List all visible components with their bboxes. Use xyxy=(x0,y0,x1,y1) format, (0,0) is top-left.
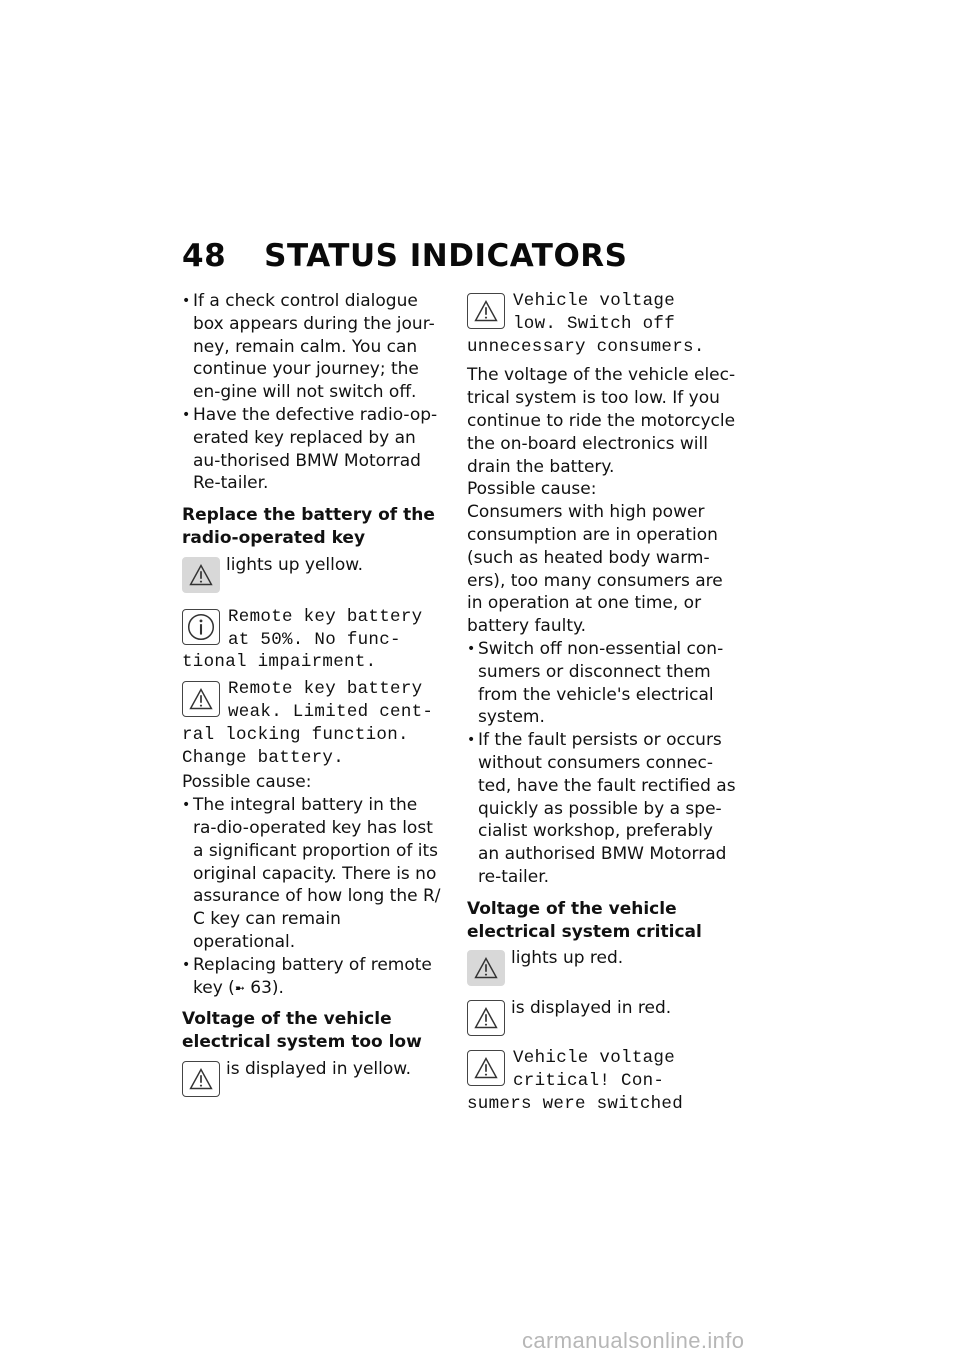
indicator-row xyxy=(467,997,739,1037)
list-item xyxy=(182,954,444,1000)
paragraph: Consumers with high power consumption are in operation (such as heated body warm-ers), too many consumers are in operation at one time, or battery faulty. xyxy=(467,502,723,637)
message-line: sumers were switched xyxy=(467,1093,684,1114)
list-item-text: Replacing battery of remote key ( xyxy=(193,954,432,998)
message-line: Change battery. xyxy=(182,747,345,768)
message-line: weak. Limited cent- xyxy=(228,701,434,722)
message-line: at 50%. No func- xyxy=(228,629,401,650)
list-item: • Switch off non-essential con-sumers or disconnect them from the vehicle's electrical system. xyxy=(467,638,739,729)
section-heading: Voltage of the vehicle electrical system too low xyxy=(182,1009,422,1053)
indicator-text: is displayed in red. xyxy=(511,998,672,1019)
possible-cause-label: Possible cause: xyxy=(467,479,597,500)
possible-cause-label: Possible cause: xyxy=(182,772,312,793)
warning-triangle-icon xyxy=(467,1000,505,1036)
section-heading: Voltage of the vehicle electrical system critical xyxy=(467,898,702,942)
display-message xyxy=(182,678,444,769)
left-column xyxy=(182,290,444,1098)
message-line: ral locking function. xyxy=(182,724,409,745)
message-line: critical! Con- xyxy=(513,1071,665,1092)
message-line: tional impairment. xyxy=(182,652,377,673)
list-item: • If a check control dialogue box appears during the jour-ney, remain calm. You can continue your journey; the en-gine will not switch off. xyxy=(182,290,444,404)
display-message xyxy=(182,606,444,674)
message-line: unnecessary consumers. xyxy=(467,336,705,357)
display-message xyxy=(467,1047,739,1115)
warning-triangle-icon xyxy=(182,681,220,717)
indicator-row xyxy=(467,947,739,987)
indicator-text: lights up red. xyxy=(511,948,624,969)
indicator-row xyxy=(182,1058,444,1098)
page-header xyxy=(182,238,628,274)
warning-triangle-icon xyxy=(182,1061,220,1097)
display-message xyxy=(467,290,739,358)
list-item: • Have the defective radio-op-erated key replaced by an au-thorised BMW Motorrad Re-tailer. xyxy=(182,404,444,495)
indicator-row xyxy=(182,554,444,594)
list-item-text: 63). xyxy=(244,977,284,998)
warning-triangle-icon xyxy=(182,557,220,593)
message-line: Vehicle voltage xyxy=(513,291,676,311)
page-reference-icon: ➼ xyxy=(234,980,245,995)
right-column xyxy=(467,290,739,1116)
message-line: Remote key battery xyxy=(228,606,423,627)
indicator-text: is displayed in yellow. xyxy=(226,1058,412,1079)
watermark-text: carmanualsonline.info xyxy=(522,1328,745,1353)
section-heading: Replace the battery of the radio-operated key xyxy=(182,505,435,548)
page-number: 48 xyxy=(182,238,227,274)
list-item: • The integral battery in the ra-dio-operated key has lost a significant proportion of its original capacity. There is no assurance of how long the R/ C key can remain operational. xyxy=(182,794,444,954)
warning-triangle-icon xyxy=(467,1050,505,1086)
list-item: • If the fault persists or occurs without consumers connec-ted, have the fault rectified as quickly as possible by a spe-cialist workshop, preferably an authorised BMW Motorrad re-tailer. xyxy=(467,729,739,889)
warning-triangle-icon xyxy=(467,293,505,329)
info-icon xyxy=(182,609,220,645)
warning-triangle-icon xyxy=(467,950,505,986)
message-line: Remote key battery xyxy=(228,679,423,700)
message-line: Vehicle voltage xyxy=(513,1048,676,1069)
message-line: low. Switch off xyxy=(513,313,676,334)
page-title: STATUS INDICATORS xyxy=(264,238,628,274)
indicator-text: lights up yellow. xyxy=(226,554,364,575)
paragraph: The voltage of the vehicle elec-trical system is too low. If you continue to ride the motorcycle the on-board electronics will drain the battery. xyxy=(467,365,736,477)
